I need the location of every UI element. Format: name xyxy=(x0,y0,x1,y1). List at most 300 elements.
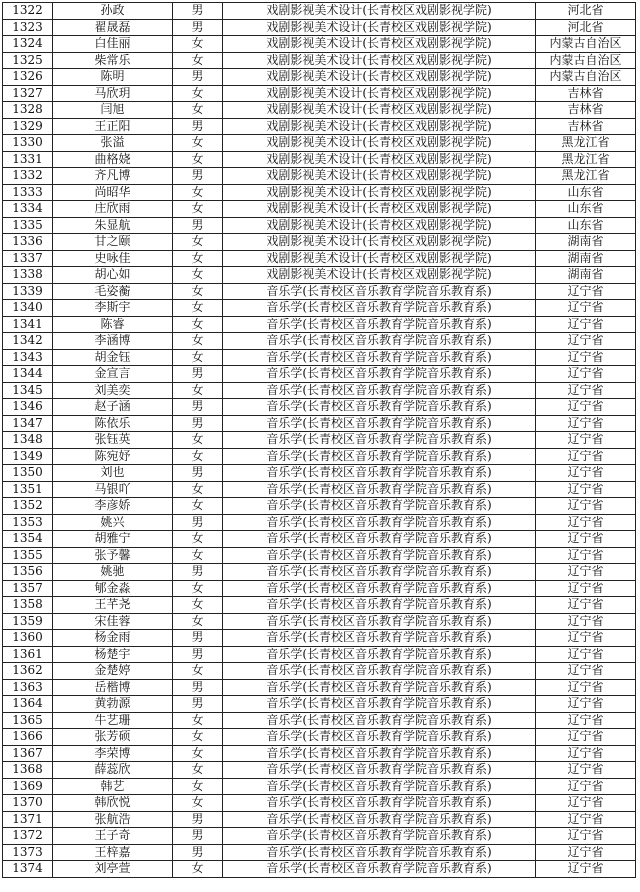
table-row xyxy=(3,663,636,680)
table-row xyxy=(3,300,636,317)
row-number-cell: 1358 xyxy=(3,597,53,614)
table-row xyxy=(3,283,636,300)
major-cell: 戏剧影视美术设计(长青校区戏剧影视学院) xyxy=(223,69,536,86)
student-name-cell: 牛艺珊 xyxy=(53,712,173,729)
student-name-cell: 李荣博 xyxy=(53,745,173,762)
major-cell: 戏剧影视美术设计(长青校区戏剧影视学院) xyxy=(223,151,536,168)
row-number-cell: 1363 xyxy=(3,679,53,696)
gender-cell: 男 xyxy=(173,844,223,861)
table-row xyxy=(3,19,636,36)
major-cell: 戏剧影视美术设计(长青校区戏剧影视学院) xyxy=(223,168,536,185)
student-name-cell: 孙政 xyxy=(53,3,173,20)
student-name-cell: 黄勃源 xyxy=(53,696,173,713)
province-cell: 辽宁省 xyxy=(536,663,636,680)
gender-cell: 男 xyxy=(173,514,223,531)
table-row xyxy=(3,184,636,201)
row-number-cell: 1366 xyxy=(3,729,53,746)
gender-cell: 男 xyxy=(173,828,223,845)
table-row xyxy=(3,745,636,762)
row-number-cell: 1374 xyxy=(3,861,53,878)
gender-cell: 女 xyxy=(173,597,223,614)
student-name-cell: 闫旭 xyxy=(53,102,173,119)
major-cell: 戏剧影视美术设计(长青校区戏剧影视学院) xyxy=(223,250,536,267)
province-cell: 辽宁省 xyxy=(536,795,636,812)
gender-cell: 男 xyxy=(173,69,223,86)
gender-cell: 男 xyxy=(173,415,223,432)
row-number-cell: 1346 xyxy=(3,399,53,416)
major-cell: 音乐学(长青校区音乐教育学院音乐教育系) xyxy=(223,415,536,432)
student-name-cell: 陈睿 xyxy=(53,316,173,333)
student-name-cell: 王芊尧 xyxy=(53,597,173,614)
major-cell: 音乐学(长青校区音乐教育学院音乐教育系) xyxy=(223,349,536,366)
gender-cell: 男 xyxy=(173,811,223,828)
major-cell: 音乐学(长青校区音乐教育学院音乐教育系) xyxy=(223,696,536,713)
student-name-cell: 刘也 xyxy=(53,465,173,482)
row-number-cell: 1345 xyxy=(3,382,53,399)
major-cell: 音乐学(长青校区音乐教育学院音乐教育系) xyxy=(223,448,536,465)
province-cell: 吉林省 xyxy=(536,118,636,135)
student-name-cell: 翟晟磊 xyxy=(53,19,173,36)
table-row xyxy=(3,679,636,696)
major-cell: 音乐学(长青校区音乐教育学院音乐教育系) xyxy=(223,828,536,845)
student-name-cell: 马欣玥 xyxy=(53,85,173,102)
province-cell: 辽宁省 xyxy=(536,597,636,614)
gender-cell: 女 xyxy=(173,36,223,53)
major-cell: 音乐学(长青校区音乐教育学院音乐教育系) xyxy=(223,366,536,383)
table-row xyxy=(3,415,636,432)
student-name-cell: 姚驰 xyxy=(53,564,173,581)
row-number-cell: 1370 xyxy=(3,795,53,812)
gender-cell: 女 xyxy=(173,300,223,317)
table-row xyxy=(3,564,636,581)
gender-cell: 女 xyxy=(173,778,223,795)
major-cell: 音乐学(长青校区音乐教育学院音乐教育系) xyxy=(223,663,536,680)
major-cell: 音乐学(长青校区音乐教育学院音乐教育系) xyxy=(223,481,536,498)
gender-cell: 女 xyxy=(173,234,223,251)
table-row xyxy=(3,481,636,498)
row-number-cell: 1373 xyxy=(3,844,53,861)
major-cell: 戏剧影视美术设计(长青校区戏剧影视学院) xyxy=(223,201,536,218)
major-cell: 音乐学(长青校区音乐教育学院音乐教育系) xyxy=(223,795,536,812)
gender-cell: 男 xyxy=(173,630,223,647)
major-cell: 音乐学(长青校区音乐教育学院音乐教育系) xyxy=(223,729,536,746)
row-number-cell: 1341 xyxy=(3,316,53,333)
table-row xyxy=(3,498,636,515)
province-cell: 辽宁省 xyxy=(536,349,636,366)
student-name-cell: 杨金雨 xyxy=(53,630,173,647)
gender-cell: 男 xyxy=(173,366,223,383)
province-cell: 内蒙古自治区 xyxy=(536,36,636,53)
table-row xyxy=(3,36,636,53)
province-cell: 辽宁省 xyxy=(536,432,636,449)
row-number-cell: 1350 xyxy=(3,465,53,482)
gender-cell: 男 xyxy=(173,217,223,234)
student-name-cell: 胡心如 xyxy=(53,267,173,284)
table-row xyxy=(3,168,636,185)
province-cell: 辽宁省 xyxy=(536,646,636,663)
row-number-cell: 1351 xyxy=(3,481,53,498)
major-cell: 音乐学(长青校区音乐教育学院音乐教育系) xyxy=(223,597,536,614)
gender-cell: 女 xyxy=(173,745,223,762)
gender-cell: 男 xyxy=(173,118,223,135)
major-cell: 音乐学(长青校区音乐教育学院音乐教育系) xyxy=(223,547,536,564)
major-cell: 戏剧影视美术设计(长青校区戏剧影视学院) xyxy=(223,135,536,152)
province-cell: 辽宁省 xyxy=(536,811,636,828)
province-cell: 黑龙江省 xyxy=(536,168,636,185)
table-row xyxy=(3,448,636,465)
student-name-cell: 张芳硕 xyxy=(53,729,173,746)
row-number-cell: 1330 xyxy=(3,135,53,152)
row-number-cell: 1327 xyxy=(3,85,53,102)
gender-cell: 女 xyxy=(173,531,223,548)
student-name-cell: 李彦娇 xyxy=(53,498,173,515)
student-name-cell: 韩欣悦 xyxy=(53,795,173,812)
row-number-cell: 1322 xyxy=(3,3,53,20)
student-name-cell: 金楚婷 xyxy=(53,663,173,680)
gender-cell: 男 xyxy=(173,646,223,663)
student-name-cell: 王子奇 xyxy=(53,828,173,845)
student-name-cell: 胡金钰 xyxy=(53,349,173,366)
student-name-cell: 陈依乐 xyxy=(53,415,173,432)
row-number-cell: 1368 xyxy=(3,762,53,779)
province-cell: 辽宁省 xyxy=(536,613,636,630)
table-row xyxy=(3,828,636,845)
student-name-cell: 张溢 xyxy=(53,135,173,152)
gender-cell: 女 xyxy=(173,712,223,729)
table-row xyxy=(3,349,636,366)
gender-cell: 女 xyxy=(173,382,223,399)
table-row xyxy=(3,696,636,713)
student-name-cell: 柴常乐 xyxy=(53,52,173,69)
province-cell: 辽宁省 xyxy=(536,481,636,498)
student-name-cell: 庄欣雨 xyxy=(53,201,173,218)
student-name-cell: 赵子涵 xyxy=(53,399,173,416)
major-cell: 音乐学(长青校区音乐教育学院音乐教育系) xyxy=(223,531,536,548)
major-cell: 音乐学(长青校区音乐教育学院音乐教育系) xyxy=(223,432,536,449)
table-row xyxy=(3,514,636,531)
student-name-cell: 尚昭华 xyxy=(53,184,173,201)
gender-cell: 女 xyxy=(173,267,223,284)
student-name-cell: 姚兴 xyxy=(53,514,173,531)
province-cell: 辽宁省 xyxy=(536,679,636,696)
major-cell: 音乐学(长青校区音乐教育学院音乐教育系) xyxy=(223,613,536,630)
student-name-cell: 李涵博 xyxy=(53,333,173,350)
student-name-cell: 张钰英 xyxy=(53,432,173,449)
student-name-cell: 张航浩 xyxy=(53,811,173,828)
gender-cell: 男 xyxy=(173,3,223,20)
row-number-cell: 1326 xyxy=(3,69,53,86)
gender-cell: 男 xyxy=(173,679,223,696)
student-name-cell: 王梓嘉 xyxy=(53,844,173,861)
student-name-cell: 陈明 xyxy=(53,69,173,86)
row-number-cell: 1339 xyxy=(3,283,53,300)
major-cell: 音乐学(长青校区音乐教育学院音乐教育系) xyxy=(223,861,536,878)
province-cell: 辽宁省 xyxy=(536,762,636,779)
table-row xyxy=(3,465,636,482)
province-cell: 湖南省 xyxy=(536,267,636,284)
province-cell: 黑龙江省 xyxy=(536,135,636,152)
province-cell: 辽宁省 xyxy=(536,300,636,317)
table-row xyxy=(3,69,636,86)
major-cell: 音乐学(长青校区音乐教育学院音乐教育系) xyxy=(223,498,536,515)
major-cell: 音乐学(长青校区音乐教育学院音乐教育系) xyxy=(223,283,536,300)
major-cell: 音乐学(长青校区音乐教育学院音乐教育系) xyxy=(223,514,536,531)
gender-cell: 女 xyxy=(173,201,223,218)
row-number-cell: 1342 xyxy=(3,333,53,350)
row-number-cell: 1360 xyxy=(3,630,53,647)
table-row xyxy=(3,85,636,102)
table-row xyxy=(3,762,636,779)
major-cell: 戏剧影视美术设计(长青校区戏剧影视学院) xyxy=(223,3,536,20)
gender-cell: 女 xyxy=(173,663,223,680)
province-cell: 辽宁省 xyxy=(536,729,636,746)
student-name-cell: 陈宛妤 xyxy=(53,448,173,465)
row-number-cell: 1355 xyxy=(3,547,53,564)
province-cell: 内蒙古自治区 xyxy=(536,69,636,86)
gender-cell: 男 xyxy=(173,399,223,416)
province-cell: 辽宁省 xyxy=(536,696,636,713)
gender-cell: 女 xyxy=(173,481,223,498)
province-cell: 辽宁省 xyxy=(536,448,636,465)
roster-body xyxy=(3,3,636,878)
student-name-cell: 朱显航 xyxy=(53,217,173,234)
province-cell: 辽宁省 xyxy=(536,564,636,581)
row-number-cell: 1337 xyxy=(3,250,53,267)
table-row xyxy=(3,630,636,647)
row-number-cell: 1371 xyxy=(3,811,53,828)
major-cell: 戏剧影视美术设计(长青校区戏剧影视学院) xyxy=(223,234,536,251)
table-row xyxy=(3,844,636,861)
row-number-cell: 1365 xyxy=(3,712,53,729)
student-name-cell: 杨楚宇 xyxy=(53,646,173,663)
student-name-cell: 刘亭萱 xyxy=(53,861,173,878)
table-row xyxy=(3,861,636,878)
row-number-cell: 1344 xyxy=(3,366,53,383)
student-name-cell: 王正阳 xyxy=(53,118,173,135)
row-number-cell: 1362 xyxy=(3,663,53,680)
province-cell: 辽宁省 xyxy=(536,366,636,383)
table-row xyxy=(3,646,636,663)
table-row xyxy=(3,316,636,333)
gender-cell: 女 xyxy=(173,498,223,515)
major-cell: 戏剧影视美术设计(长青校区戏剧影视学院) xyxy=(223,19,536,36)
major-cell: 戏剧影视美术设计(长青校区戏剧影视学院) xyxy=(223,184,536,201)
table-row xyxy=(3,597,636,614)
table-row xyxy=(3,217,636,234)
row-number-cell: 1343 xyxy=(3,349,53,366)
row-number-cell: 1367 xyxy=(3,745,53,762)
gender-cell: 女 xyxy=(173,613,223,630)
major-cell: 音乐学(长青校区音乐教育学院音乐教育系) xyxy=(223,679,536,696)
row-number-cell: 1338 xyxy=(3,267,53,284)
row-number-cell: 1347 xyxy=(3,415,53,432)
major-cell: 音乐学(长青校区音乐教育学院音乐教育系) xyxy=(223,778,536,795)
table-row xyxy=(3,531,636,548)
major-cell: 音乐学(长青校区音乐教育学院音乐教育系) xyxy=(223,382,536,399)
major-cell: 戏剧影视美术设计(长青校区戏剧影视学院) xyxy=(223,217,536,234)
row-number-cell: 1340 xyxy=(3,300,53,317)
table-row xyxy=(3,712,636,729)
table-row xyxy=(3,795,636,812)
gender-cell: 女 xyxy=(173,316,223,333)
row-number-cell: 1336 xyxy=(3,234,53,251)
roster-sheet xyxy=(2,2,635,878)
province-cell: 内蒙古自治区 xyxy=(536,52,636,69)
table-row xyxy=(3,580,636,597)
province-cell: 辽宁省 xyxy=(536,316,636,333)
row-number-cell: 1329 xyxy=(3,118,53,135)
province-cell: 辽宁省 xyxy=(536,399,636,416)
student-name-cell: 李斯宇 xyxy=(53,300,173,317)
table-row xyxy=(3,267,636,284)
row-number-cell: 1372 xyxy=(3,828,53,845)
student-name-cell: 韩艺 xyxy=(53,778,173,795)
province-cell: 辽宁省 xyxy=(536,415,636,432)
province-cell: 山东省 xyxy=(536,184,636,201)
student-name-cell: 毛姿蘅 xyxy=(53,283,173,300)
table-row xyxy=(3,250,636,267)
student-name-cell: 郇金淼 xyxy=(53,580,173,597)
gender-cell: 女 xyxy=(173,283,223,300)
province-cell: 辽宁省 xyxy=(536,844,636,861)
row-number-cell: 1349 xyxy=(3,448,53,465)
province-cell: 湖南省 xyxy=(536,250,636,267)
row-number-cell: 1359 xyxy=(3,613,53,630)
major-cell: 戏剧影视美术设计(长青校区戏剧影视学院) xyxy=(223,267,536,284)
table-row xyxy=(3,234,636,251)
province-cell: 吉林省 xyxy=(536,102,636,119)
gender-cell: 男 xyxy=(173,19,223,36)
table-row xyxy=(3,135,636,152)
student-name-cell: 甘之颐 xyxy=(53,234,173,251)
province-cell: 吉林省 xyxy=(536,85,636,102)
student-name-cell: 曲格娆 xyxy=(53,151,173,168)
row-number-cell: 1353 xyxy=(3,514,53,531)
student-name-cell: 白佳丽 xyxy=(53,36,173,53)
province-cell: 辽宁省 xyxy=(536,514,636,531)
row-number-cell: 1335 xyxy=(3,217,53,234)
major-cell: 音乐学(长青校区音乐教育学院音乐教育系) xyxy=(223,844,536,861)
major-cell: 音乐学(长青校区音乐教育学院音乐教育系) xyxy=(223,745,536,762)
gender-cell: 女 xyxy=(173,432,223,449)
row-number-cell: 1356 xyxy=(3,564,53,581)
province-cell: 辽宁省 xyxy=(536,630,636,647)
table-row xyxy=(3,151,636,168)
row-number-cell: 1364 xyxy=(3,696,53,713)
province-cell: 辽宁省 xyxy=(536,283,636,300)
gender-cell: 女 xyxy=(173,349,223,366)
table-row xyxy=(3,3,636,20)
student-name-cell: 刘美奕 xyxy=(53,382,173,399)
gender-cell: 女 xyxy=(173,151,223,168)
row-number-cell: 1361 xyxy=(3,646,53,663)
student-name-cell: 马银吖 xyxy=(53,481,173,498)
row-number-cell: 1352 xyxy=(3,498,53,515)
province-cell: 黑龙江省 xyxy=(536,151,636,168)
major-cell: 音乐学(长青校区音乐教育学院音乐教育系) xyxy=(223,811,536,828)
row-number-cell: 1324 xyxy=(3,36,53,53)
gender-cell: 男 xyxy=(173,168,223,185)
row-number-cell: 1331 xyxy=(3,151,53,168)
admission-roster-table xyxy=(2,2,636,878)
gender-cell: 女 xyxy=(173,52,223,69)
student-name-cell: 齐凡博 xyxy=(53,168,173,185)
table-row xyxy=(3,201,636,218)
row-number-cell: 1357 xyxy=(3,580,53,597)
gender-cell: 女 xyxy=(173,184,223,201)
major-cell: 音乐学(长青校区音乐教育学院音乐教育系) xyxy=(223,646,536,663)
gender-cell: 女 xyxy=(173,795,223,812)
table-row xyxy=(3,366,636,383)
province-cell: 河北省 xyxy=(536,3,636,20)
gender-cell: 女 xyxy=(173,861,223,878)
major-cell: 戏剧影视美术设计(长青校区戏剧影视学院) xyxy=(223,36,536,53)
row-number-cell: 1369 xyxy=(3,778,53,795)
gender-cell: 女 xyxy=(173,448,223,465)
row-number-cell: 1348 xyxy=(3,432,53,449)
province-cell: 辽宁省 xyxy=(536,333,636,350)
table-row xyxy=(3,382,636,399)
student-name-cell: 宋佳蓉 xyxy=(53,613,173,630)
row-number-cell: 1332 xyxy=(3,168,53,185)
province-cell: 辽宁省 xyxy=(536,498,636,515)
table-row xyxy=(3,729,636,746)
gender-cell: 女 xyxy=(173,580,223,597)
province-cell: 辽宁省 xyxy=(536,828,636,845)
major-cell: 音乐学(长青校区音乐教育学院音乐教育系) xyxy=(223,712,536,729)
major-cell: 音乐学(长青校区音乐教育学院音乐教育系) xyxy=(223,399,536,416)
province-cell: 山东省 xyxy=(536,217,636,234)
major-cell: 戏剧影视美术设计(长青校区戏剧影视学院) xyxy=(223,102,536,119)
gender-cell: 女 xyxy=(173,547,223,564)
table-row xyxy=(3,102,636,119)
major-cell: 戏剧影视美术设计(长青校区戏剧影视学院) xyxy=(223,52,536,69)
row-number-cell: 1328 xyxy=(3,102,53,119)
province-cell: 辽宁省 xyxy=(536,531,636,548)
table-row xyxy=(3,811,636,828)
gender-cell: 女 xyxy=(173,729,223,746)
province-cell: 湖南省 xyxy=(536,234,636,251)
province-cell: 辽宁省 xyxy=(536,382,636,399)
student-name-cell: 薛蕊欣 xyxy=(53,762,173,779)
major-cell: 音乐学(长青校区音乐教育学院音乐教育系) xyxy=(223,580,536,597)
major-cell: 音乐学(长青校区音乐教育学院音乐教育系) xyxy=(223,316,536,333)
major-cell: 音乐学(长青校区音乐教育学院音乐教育系) xyxy=(223,465,536,482)
province-cell: 辽宁省 xyxy=(536,861,636,878)
row-number-cell: 1354 xyxy=(3,531,53,548)
major-cell: 音乐学(长青校区音乐教育学院音乐教育系) xyxy=(223,564,536,581)
row-number-cell: 1325 xyxy=(3,52,53,69)
student-name-cell: 史咏佳 xyxy=(53,250,173,267)
gender-cell: 女 xyxy=(173,250,223,267)
table-row xyxy=(3,547,636,564)
major-cell: 戏剧影视美术设计(长青校区戏剧影视学院) xyxy=(223,118,536,135)
row-number-cell: 1323 xyxy=(3,19,53,36)
table-row xyxy=(3,432,636,449)
major-cell: 音乐学(长青校区音乐教育学院音乐教育系) xyxy=(223,333,536,350)
major-cell: 戏剧影视美术设计(长青校区戏剧影视学院) xyxy=(223,85,536,102)
student-name-cell: 金宣言 xyxy=(53,366,173,383)
gender-cell: 女 xyxy=(173,135,223,152)
province-cell: 辽宁省 xyxy=(536,712,636,729)
province-cell: 辽宁省 xyxy=(536,465,636,482)
province-cell: 辽宁省 xyxy=(536,745,636,762)
table-row xyxy=(3,613,636,630)
row-number-cell: 1333 xyxy=(3,184,53,201)
gender-cell: 男 xyxy=(173,696,223,713)
table-row xyxy=(3,333,636,350)
row-number-cell: 1334 xyxy=(3,201,53,218)
